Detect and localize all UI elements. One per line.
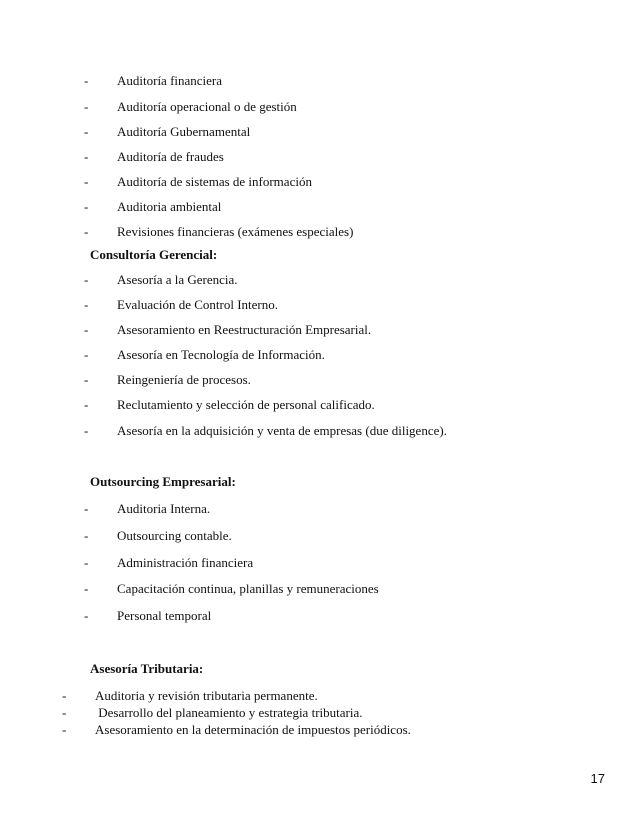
- section-heading-consultoria: Consultoría Gerencial:: [90, 247, 218, 262]
- page-number: 17: [590, 771, 605, 786]
- section-heading-outsourcing: Outsourcing Empresarial:: [90, 474, 236, 489]
- section-heading-tributaria: Asesoría Tributaria:: [90, 661, 204, 676]
